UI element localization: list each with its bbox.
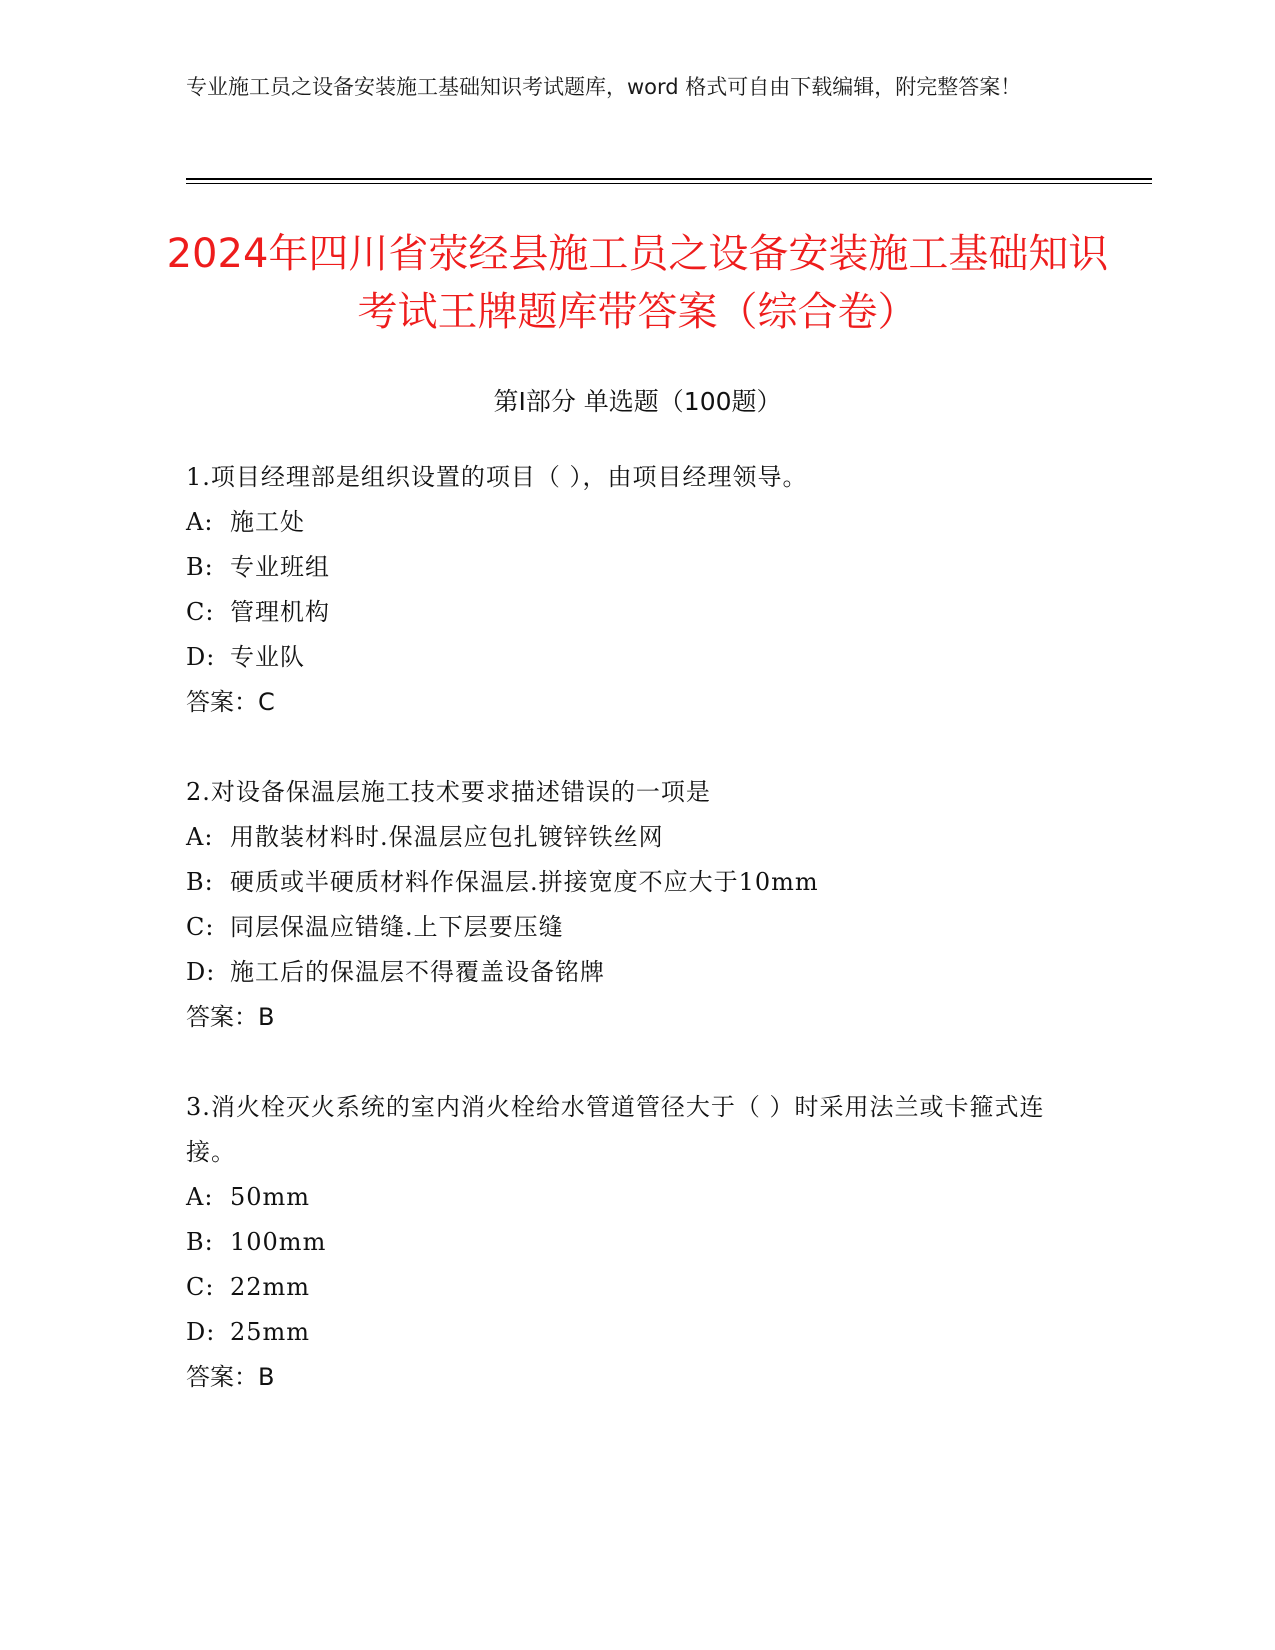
option-letter: B: <box>186 868 214 896</box>
option-d <box>186 950 1086 995</box>
question-1 <box>186 455 1086 725</box>
question-2 <box>186 770 1086 1040</box>
option-letter: C: <box>186 598 215 626</box>
question-3 <box>186 1085 1086 1400</box>
question-stem: 1.项目经理部是组织设置的项目（ ），由项目经理领导。 <box>186 463 808 491</box>
option-c <box>186 590 1086 635</box>
option-text: 同层保温应错缝.上下层要压缝 <box>230 913 564 941</box>
option-text: 施工后的保温层不得覆盖设备铭牌 <box>230 958 605 986</box>
option-text: 100mm <box>230 1228 327 1256</box>
option-letter: B: <box>186 1228 214 1256</box>
option-d <box>186 635 1086 680</box>
question-stem: 3.消火栓灭火系统的室内消火栓给水管道管径大于（ ）时采用法兰或卡箍式连接。 <box>186 1093 1045 1166</box>
option-b <box>186 1220 1086 1265</box>
option-b <box>186 860 1086 905</box>
option-text: 施工处 <box>230 508 305 536</box>
option-letter: C: <box>186 913 215 941</box>
answer: 答案：B <box>186 1363 275 1391</box>
document-title: 2024年四川省荥经县施工员之设备安装施工基础知识考试王牌题库带答案（综合卷） <box>166 231 1109 335</box>
option-letter: C: <box>186 1273 215 1301</box>
option-c <box>186 905 1086 950</box>
header-note: 专业施工员之设备安装施工基础知识考试题库，word 格式可自由下载编辑，附完整答案！ <box>186 75 1022 99</box>
option-text: 专业班组 <box>230 553 330 581</box>
option-text: 专业队 <box>230 643 305 671</box>
answer: 答案：B <box>186 1003 275 1031</box>
option-text: 用散装材料时.保温层应包扎镀锌铁丝网 <box>230 823 664 851</box>
option-text: 管理机构 <box>230 598 330 626</box>
option-a <box>186 815 1086 860</box>
header-divider-thin <box>186 183 1152 184</box>
option-letter: D: <box>186 958 216 986</box>
option-letter: D: <box>186 643 216 671</box>
option-a <box>186 1175 1086 1220</box>
section-heading: 第Ⅰ部分 单选题（100题） <box>493 387 782 416</box>
answer: 答案：C <box>186 688 275 716</box>
option-a <box>186 500 1086 545</box>
option-text: 25mm <box>230 1318 311 1346</box>
option-text: 22mm <box>230 1273 311 1301</box>
header-divider <box>186 178 1152 180</box>
option-text: 50mm <box>230 1183 311 1211</box>
option-letter: A: <box>186 1183 214 1211</box>
option-letter: A: <box>186 823 214 851</box>
option-letter: B: <box>186 553 214 581</box>
option-d <box>186 1310 1086 1355</box>
question-stem: 2.对设备保温层施工技术要求描述错误的一项是 <box>186 778 711 806</box>
option-letter: A: <box>186 508 214 536</box>
option-letter: D: <box>186 1318 216 1346</box>
option-b <box>186 545 1086 590</box>
option-text: 硬质或半硬质材料作保温层.拼接宽度不应大于10mm <box>230 868 819 896</box>
option-c <box>186 1265 1086 1310</box>
